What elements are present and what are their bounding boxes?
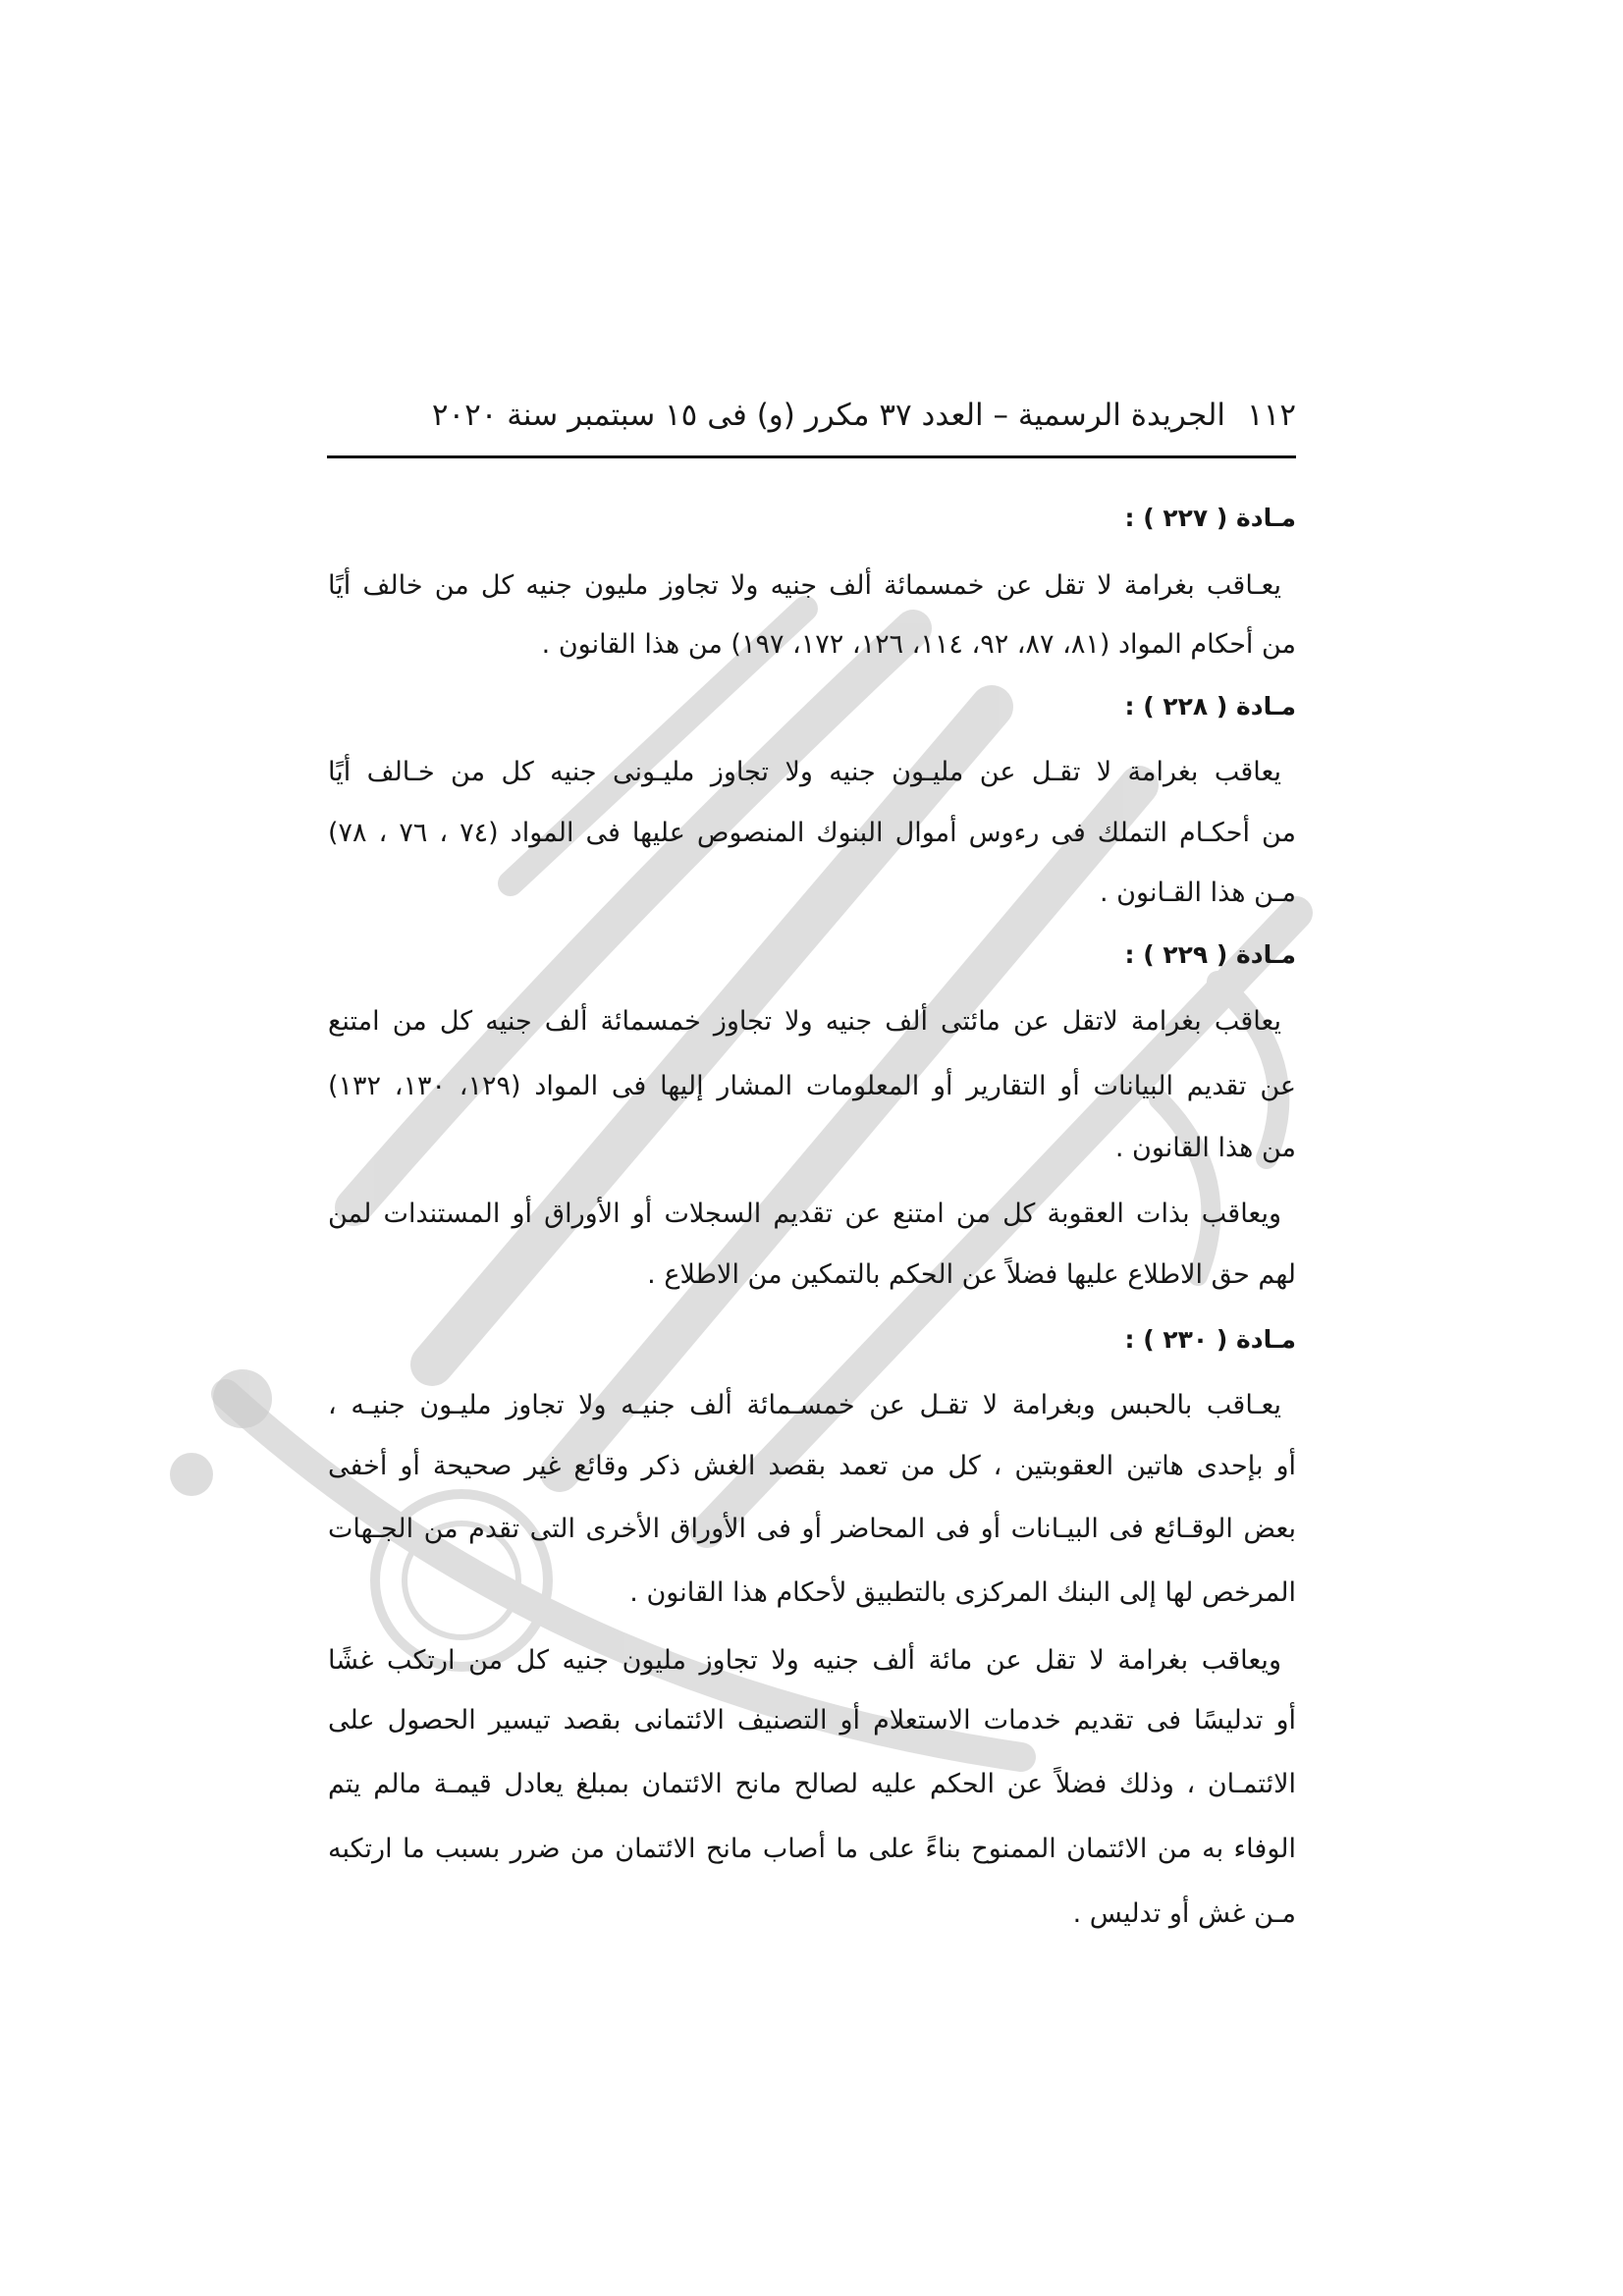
text-line <box>327 1059 1296 1114</box>
text-line <box>327 866 1296 921</box>
text-line-content: عن تقديم البيانات أو التقارير أو المعلومات المشار إليها فى المواد (١٢٩، ١٣٠، ١٣٢) <box>327 1071 1296 1101</box>
text-line <box>327 1887 1296 1942</box>
text-line <box>327 1439 1296 1494</box>
text-line-content: من هذا القانون . <box>1114 1133 1296 1163</box>
text-line <box>327 1633 1281 1688</box>
running-header-text <box>432 388 1296 443</box>
text-line-content: من أحكـام التملك فى رءوس أموال البنوك المنصوص عليها فى المواد (٧٤ ، ٧٦ ، ٧٨) <box>328 818 1296 848</box>
text-line-content: بعض الوقـائع فى البيـانات أو فى المحاضر أو فى الأوراق الأخرى التى تقدم من الجـهات <box>328 1514 1296 1544</box>
article-heading-text: مـادة ( ٢٢٨ ) : <box>1124 692 1296 721</box>
text-line-content: المرخص لها إلى البنك المركزى بالتطبيق لأحكام هذا القانون . <box>629 1577 1296 1608</box>
text-line <box>327 1822 1296 1877</box>
text-line-content: ويعاقب بغرامة لا تقل عن مائة ألف جنيه ولا تجاوز مليون جنيه كل من ارتكب غشًا <box>328 1645 1281 1676</box>
header-rule <box>327 455 1296 458</box>
text-line <box>327 1248 1296 1303</box>
text-line-content: أو بإحدى هاتين العقوبتين ، كل من تعمد بقصد الغش ذكر وقائع غير صحيحة أو أخفى <box>328 1451 1296 1481</box>
article-heading-text: مـادة ( ٢٣٠ ) : <box>1124 1325 1296 1354</box>
text-line-content: أو تدليسًا فى تقديم خدمات الاستعلام أو التصنيف الائتمانى بقصد تيسير الحصول على <box>328 1705 1296 1735</box>
text-line-content: يعاقب بغرامة لا تقـل عن مليـون جنيه ولا تجاوز مليـونى جنيه كل من خـالف أيًا <box>328 757 1281 787</box>
text-line-content: مـن غش أو تدليس . <box>1072 1898 1296 1929</box>
article-heading <box>327 1312 1296 1367</box>
header-title: الجريدة الرسمية – العدد ٣٧ مكرر (و) فى ١٥ سبتمبر سنة ٢٠٢٠ <box>431 398 1226 433</box>
text-line-content: من أحكام المواد (٨١، ٨٧، ٩٢، ١١٤، ١٢٦، ١٧٢، ١٩٧) من هذا القانون . <box>541 629 1296 660</box>
watermark-dot <box>213 1369 272 1428</box>
text-line-content: يعـاقب بغرامة لا تقل عن خمسمائة ألف جنيه ولا تجاوز مليون جنيه كل من خالف أيًا <box>328 570 1281 601</box>
article-heading <box>327 679 1296 734</box>
text-line <box>327 994 1281 1049</box>
text-line <box>327 1378 1281 1433</box>
text-line-content: يعاقب بغرامة لاتقل عن مائتى ألف جنيه ولا تجاوز خمسمائة ألف جنيه كل من امتنع <box>328 1006 1281 1037</box>
text-line <box>327 1502 1296 1557</box>
article-heading-text: مـادة ( ٢٢٧ ) : <box>1124 504 1296 532</box>
article-heading <box>327 491 1296 546</box>
text-line-content: لهم حق الاطلاع عليها فضلاً عن الحكم بالتمكين من الاطلاع . <box>647 1259 1296 1290</box>
text-line-content: مـن هذا القـانون . <box>1100 878 1296 908</box>
page-number: ١١٢ <box>1247 398 1296 433</box>
text-line-content: ويعاقب بذات العقوبة كل من امتنع عن تقديم السجلات أو الأوراق أو المستندات لمن <box>328 1199 1281 1229</box>
watermark-dot <box>170 1453 213 1496</box>
text-line <box>327 806 1296 861</box>
text-line <box>327 617 1296 672</box>
text-line-content: يعـاقب بالحبس وبغرامة لا تقـل عن خمسـمائة ألف جنيـه ولا تجاوز مليـون جنيـه ، <box>328 1390 1281 1420</box>
text-line <box>327 745 1281 800</box>
text-line <box>327 1121 1296 1176</box>
running-header <box>327 388 1296 443</box>
text-line-content: الائتمـان ، وذلك فضلاً عن الحكم عليه لصالح مانح الائتمان بمبلغ يعادل قيمـة مالم يتم <box>328 1769 1296 1799</box>
text-line <box>327 1566 1296 1621</box>
text-line <box>327 1693 1296 1748</box>
article-heading <box>327 928 1296 983</box>
text-line-content: الوفاء به من الائتمان الممنوح بناءً على ما أصاب مانح الائتمان من ضرر بسبب ما ارتكبه <box>328 1834 1296 1864</box>
text-line <box>327 559 1281 614</box>
text-line <box>327 1187 1281 1242</box>
text-line <box>327 1757 1296 1812</box>
article-heading-text: مـادة ( ٢٢٩ ) : <box>1124 940 1296 969</box>
